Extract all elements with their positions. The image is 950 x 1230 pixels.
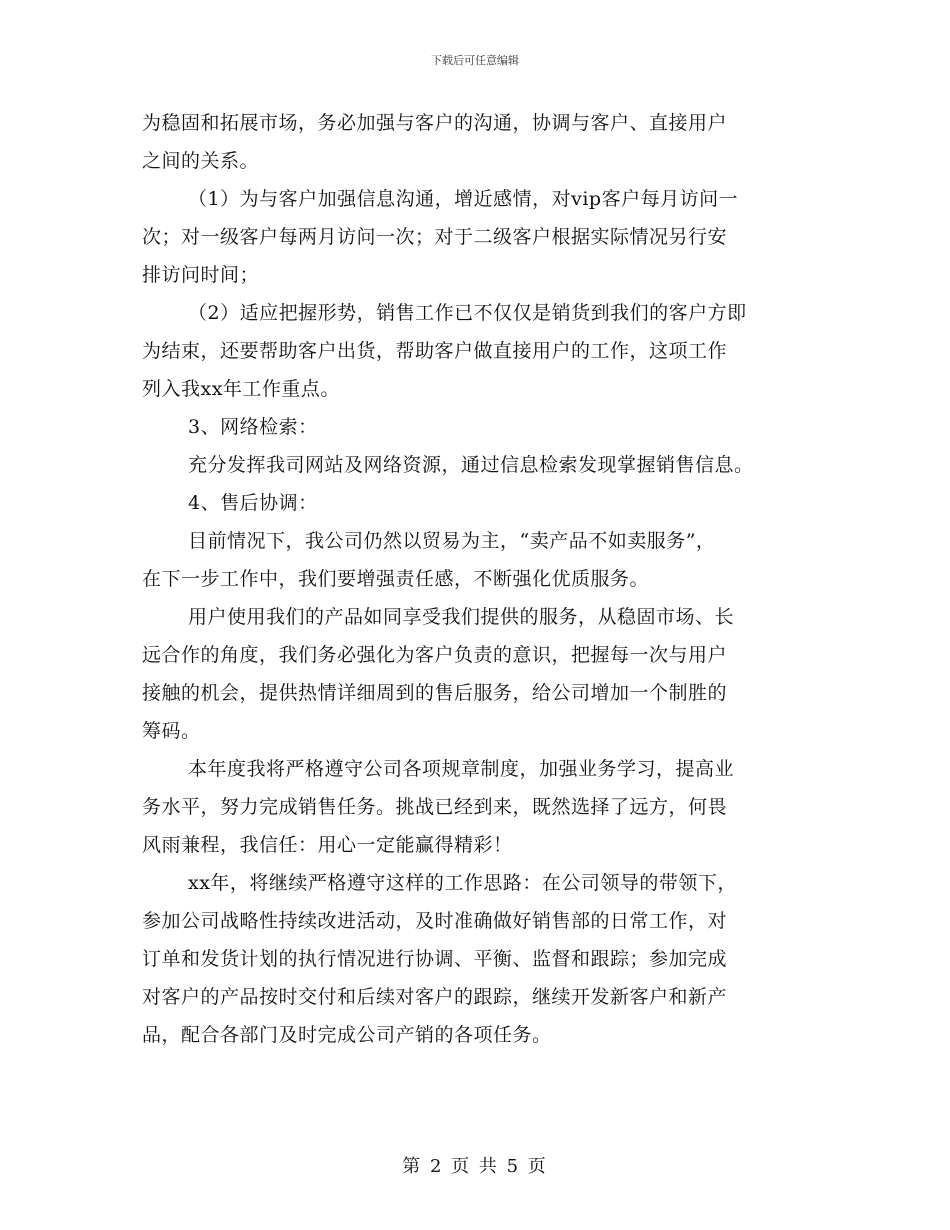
section-heading: 4、售后协调： [188,492,318,514]
text-line: 订单和发货计划的执行情况进行协调、平衡、监督和跟踪；参加完成 [142,948,728,970]
text-line: 接触的机会，提供热情详细周到的售后服务，给公司增加一个制胜的 [142,682,728,704]
text-line: 之间的关系。 [142,150,260,172]
text-line: 品，配合各部门及时完成公司产销的各项任务。 [142,1024,552,1046]
page-number: 第 2 页 共 5 页 [402,1156,548,1177]
text-line: （2）适应把握形势，销售工作已不仅仅是销货到我们的客户方即 [188,302,747,324]
text-line: 列入我xx年工作重点。 [142,378,340,400]
text-line: 本年度我将严格遵守公司各项规章制度，加强业务学习，提高业 [188,758,735,780]
text-line: 充分发挥我司网站及网络资源，通过信息检索发现掌握销售信息。 [188,454,754,476]
text-line: 目前情况下，我公司仍然以贸易为主，“卖产品不如卖服务”， [188,530,716,552]
text-line: 在下一步工作中，我们要增强责任感，不断强化优质服务。 [142,568,650,590]
text-line: （1）为与客户加强信息沟通，增近感情，对vip客户每月访问一 [188,188,739,210]
text-line: 务水平，努力完成销售任务。挑战已经到来，既然选择了远方，何畏 [142,796,728,818]
text-line: 对客户的产品按时交付和后续对客户的跟踪，继续开发新客户和新产 [142,986,728,1008]
text-line: 远合作的角度，我们务必强化为客户负责的意识，把握每一次与用户 [142,644,728,666]
page-header: 下载后可任意编辑 [431,54,519,67]
text-line: 为结束，还要帮助客户出货，帮助客户做直接用户的工作，这项工作 [142,340,728,362]
document-body [142,104,812,1054]
text-line: 筹码。 [142,720,201,742]
text-line: 风雨兼程，我信任：用心一定能赢得精彩！ [142,834,513,856]
section-heading: 3、网络检索： [188,416,318,438]
text-line: 为稳固和拓展市场，务必加强与客户的沟通，协调与客户、直接用户 [142,112,728,134]
text-line: xx年，将继续严格遵守这样的工作思路：在公司领导的带领下， [188,872,737,894]
text-line: 排访问时间； [142,264,260,286]
text-line: 用户使用我们的产品如同享受我们提供的服务，从稳固市场、长 [188,606,735,628]
text-line: 次；对一级客户每两月访问一次；对于二级客户根据实际情况另行安 [142,226,728,248]
text-line: 参加公司战略性持续改进活动，及时准确做好销售部的日常工作，对 [142,910,728,932]
